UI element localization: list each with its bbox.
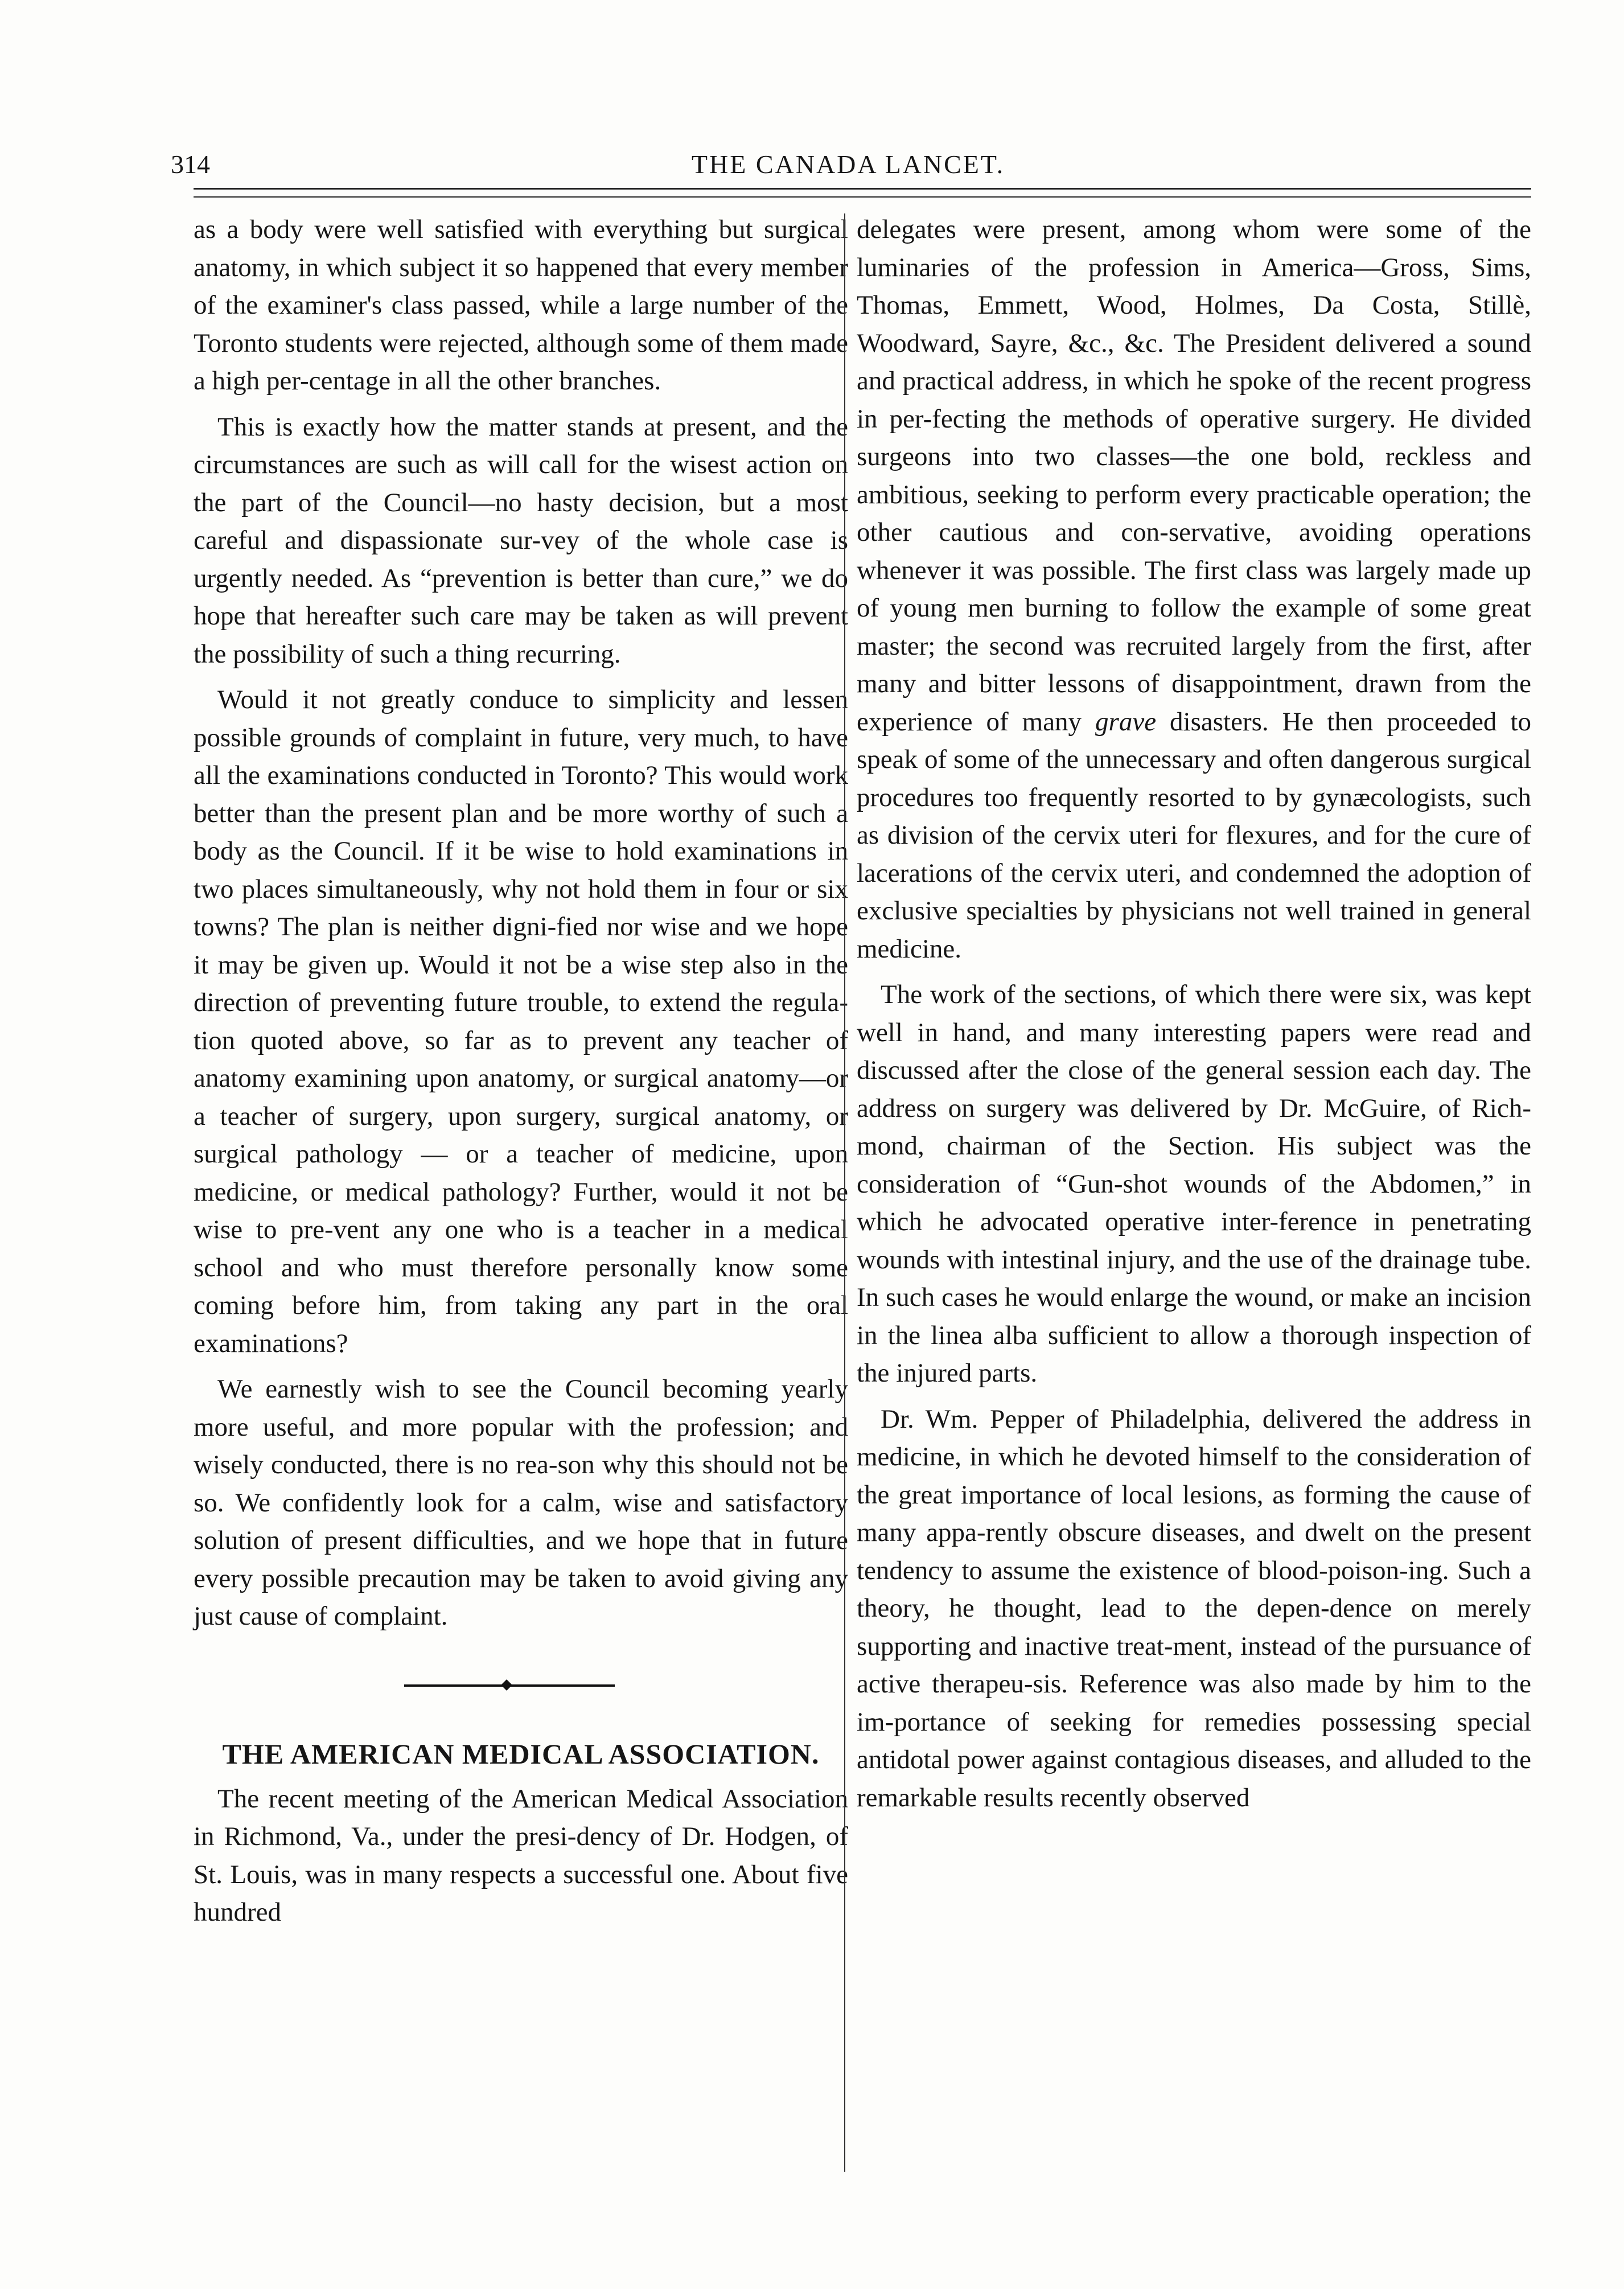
paragraph: We earnestly wish to see the Council becoming yearly more useful, and more popular with the profession; and wisely conducted, there is no rea-son why this should not be so. We confidently look for a calm, wise and satisfactory solution of present difficulties, and we hope that in future every possible precaution may be taken to avoid giving any just cause of complaint. xyxy=(194,1374,848,1631)
running-title: THE CANADA LANCET. xyxy=(691,150,1005,179)
text-run: disasters. He then proceeded to speak of some of the unnecessary and often dangerous surgical procedures too frequently resorted to by gynæcologists, such as division of the cervix uteri for flexures, and for the cure of lacerations of the cervix uteri, and condemned the adoption of exclusive specialties by physicians not well trained in general medicine. xyxy=(857,706,1531,964)
header-rule-thin xyxy=(194,196,1531,198)
page-header xyxy=(171,149,1526,189)
section-heading: THE AMERICAN MEDICAL ASSOCIATION. xyxy=(222,1737,820,1770)
italic-text: grave xyxy=(1095,706,1157,737)
text-run: delegates were present, among whom were some of the luminaries of the profession in America—Gross, Sims, Thomas, Emmett, Wood, Holmes, Da Costa, Stillè, Woodward, Sayre, &c., &c. The President delivered a sound and practical address, in which he spoke of the recent progress in per-fecting the methods of operative surgery. He divided surgeons into two classes—the one bold, reckless and ambitious, seeking to perform every practicable operation; the other cautious and con-servative, avoiding operations whenever it was possible. The first class was largely made up of young men burning to follow the example of some great master; the second was recruited largely from the first, after many and bitter lessons of disappointment, drawn from the experience of many xyxy=(857,215,1531,737)
right-column xyxy=(857,211,1531,1824)
paragraph: The work of the sections, of which there were six, was kept well in hand, and many interesting papers were read and discussed after the close of the general session each day. The address on surgery was delivered by Dr. McGuire, of Rich-mond, chairman of the Section. His subject was the consideration of “Gun-shot wounds of the Abdomen,” in which he advocated operative inter-ference in penetrating wounds with intestinal injury, and the use of the drainage tube. In such cases he would enlarge the wound, or make an incision in the linea alba sufficient to allow a thorough inspection of the injured parts. xyxy=(857,980,1531,1388)
paragraph xyxy=(857,211,1531,968)
paragraph: Dr. Wm. Pepper of Philadelphia, delivered the address in medicine, in which he devoted himself to the consideration of the great importance of local lesions, as forming the cause of many appa-rently obscure diseases, and dwelt on the present tendency to assume the existence of blood-poison-ing. Such a theory, he thought, lead to the depen-dence on merely supporting and inactive treat-ment, instead of the pursuance of active therapeu-sis. Reference was also made by him to the im-portance of seeking for remedies possessing special antidotal power against contagious diseases, and alluded to the remarkable results recently observed xyxy=(857,1404,1531,1813)
paragraph: The recent meeting of the American Medical Association in Richmond, Va., under the presi-dency of Dr. Hodgen, of St. Louis, was in many respects a successful one. About five hundred xyxy=(194,1783,848,1927)
paragraph: Would it not greatly conduce to simplicity and lessen possible grounds of complaint in future, very much, to have all the examinations conducted in Toronto? This would work better than the present plan and be more worthy of such a body as the Council. If it be wise to hold examinations in two places simultaneously, why not hold them in four or six towns? The plan is neither digni-fied nor wise and we hope it may be given up. Would it not be a wise step also in the direction of preventing future trouble, to extend the regula-tion quoted above, so far as to prevent any teacher of anatomy examining upon anatomy, or surgical anatomy—or a teacher of surgery, upon surgery, surgical anatomy, or surgical pathology — or a teacher of medicine, upon medicine, or medical pathology? Further, would it not be wise to pre-vent any one who is a teacher in a medical school and who must therefore personally know some coming before him, from taking any part in the oral examinations? xyxy=(194,685,848,1358)
page-number: 314 xyxy=(171,150,210,179)
header-rule xyxy=(194,188,1531,190)
section-ornament xyxy=(194,1669,848,1703)
ornament-diamond xyxy=(501,1679,512,1691)
paragraph: as a body were well satisfied with everything but surgical anatomy, in which subject it so happened that every member of the examiner's class passed, while a large number of the Toronto students were rejected, although some of them made a high per-centage in all the other branches. xyxy=(194,215,848,396)
left-column xyxy=(194,211,848,1939)
column-divider xyxy=(844,213,845,2172)
paragraph: This is exactly how the matter stands at present, and the circumstances are such as will call for the wisest action on the part of the Council—no hasty decision, but a most careful and dispassionate sur-vey of the whole case is urgently needed. As “prevention is better than cure,” we do hope that hereafter such care may be taken as will prevent the possibility of such a thing recurring. xyxy=(194,412,848,669)
